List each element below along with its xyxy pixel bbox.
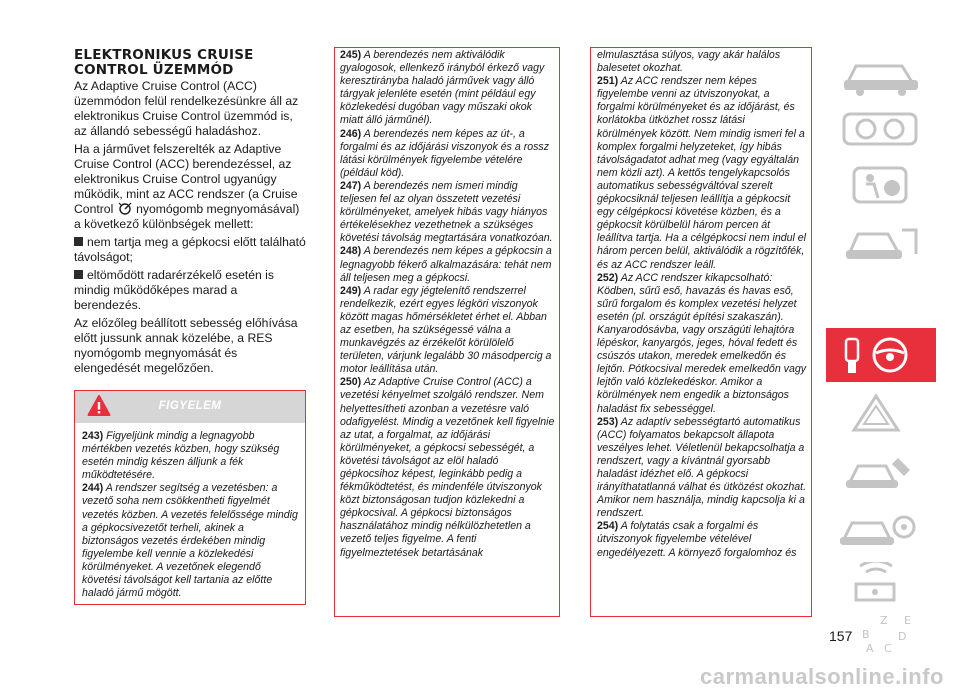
warning-light-icon xyxy=(836,392,926,436)
warning-item: 244) A rendszer segítség a vezetésben: a vezető soha nem csökkentheti figyelmét vezetés közben. A vezetés felelőssége mindig a gépkocsivezetőt terheli, akinek a biztonságos vezetés érdekében mindig figyelembe kell vennie a közlekedési körülményeket. A vezetőnek elegendő követési távolságot kell tartania az előtte haladó jármű mögött. xyxy=(82,482,298,600)
column-2 xyxy=(334,47,560,617)
warning-continuation-box xyxy=(590,47,812,617)
sidebar-item-multimedia[interactable] xyxy=(826,557,936,611)
bullet-icon xyxy=(74,237,83,246)
bullet-icon xyxy=(74,270,83,279)
sidebar-item-emergency[interactable] xyxy=(826,387,936,441)
sidebar-item-service[interactable] xyxy=(826,445,936,499)
warning-item: 246) A berendezés nem képes az út-, a forgalmi és az időjárási viszonyok és a rossz látási körülmények figyelembe vételére (például köd). xyxy=(340,127,550,179)
warning-item: 245) A berendezés nem aktiválódik gyalogosok, ellenkező irányból érkező vagy keresztirányba haladó járművek vagy álló tárgyak jelenléte esetén (mint például egy közlekedési dugóban vagy műszaki okok miatt álló járműnél). xyxy=(340,49,545,127)
index-letter: C xyxy=(884,642,892,655)
section-heading: ELEKTRONIKUS CRUISE CONTROL ÜZEMMÓD xyxy=(74,47,254,78)
car-door-icon xyxy=(836,220,926,264)
sidebar-item-specs[interactable] xyxy=(826,502,936,556)
sidebar-item-dashboard[interactable] xyxy=(826,103,936,157)
list-item: eltömődött radarérzékelő esetén is mindig működőképes marad a berendezés. xyxy=(74,268,274,312)
warning-item: 243) Figyeljünk mindig a legnagyobb mértékben vezetés közben, hogy szükség esetén mindig készen álljunk a fék működtetésére. xyxy=(82,430,280,482)
warning-item: 254) A folytatás csak a forgalmi és útviszonyok figyelembe vételével engedélyezett. A környező forgalomhoz és xyxy=(597,520,797,559)
warning-item: 252) Az ACC rendszer kikapcsolható: Ködben, sűrű eső, havazás és havas eső, sűrű forgalom és komplex vezetési helyzet esetén (pl. országút építési szakaszán). Kanyarodósávba, vagy országúti lehajtóra lépéskor, kanyargós, jeges, hóval fedett és csúszós utakon, meredek emelkedőn és lejtőn. Pótkocsival meredek emelkedőn vagy lejtőn való közlekedéskor. Amikor a körülmények nem engedik a biztonságos haladást fix sebességgel. xyxy=(597,271,807,415)
index-letter: E xyxy=(904,614,911,627)
car-safety-icon xyxy=(836,164,926,208)
warning-item: 247) A berendezés nem ismeri mindig teljesen fel az olyan összetett vezetési körülményeket, amelyek hibás vagy hiányos értékelésekhez vezethetnek a szükséges követési távolság megtartására vonatkozóan. xyxy=(340,179,553,245)
column-1 xyxy=(74,48,306,605)
cruise-control-icon xyxy=(117,202,133,215)
warning-item: 249) A radar egy jégtelenítő rendszerrel rendelkezik, ezért egyes légköri viszonyok között magas hőmérsékletet érhet el. Abban az esetben, ha szükségessé válna a munkavégzés az érzékelőt körülölelő területen, várjunk legalább 30 másodpercig a motor leállítása után. xyxy=(340,284,552,376)
intro-paragraph: Az Adaptive Cruise Control (ACC) üzemmódon felül rendelkezésünkre áll az elektronikus Cruise Control üzemmód is, az állandó sebességű haladáshoz. xyxy=(74,79,299,138)
sidebar-item-safety[interactable] xyxy=(826,159,936,213)
dashboard-icon xyxy=(836,108,926,152)
sidebar-item-car-overview[interactable] xyxy=(826,47,936,101)
resume-paragraph: Az előzőleg beállított sebesség előhívása előtt jussunk annak közelébe, a RES nyomógomb megnyomását és elengedését megelőzően. xyxy=(74,316,298,375)
acc-paragraph: Ha a járművet felszerelték az Adaptive Cruise Control (ACC) berendezéssel, az elektronikus Cruise Control ugyanúgy működik, mint az ACC rendszer (a Cruise Control nyomógomb megnyomásával) a következő különbségek mellett: xyxy=(74,142,300,231)
warning-box xyxy=(74,390,306,605)
index-letter: D xyxy=(898,630,907,643)
warning-item: 251) Az ACC rendszer nem képes figyelembe venni az útviszonyokat, a forgalmi körülményeket és az időjárást, és korlátokba ütközhet rossz látási körülmények között. Nem mindig ismeri fel a komplex forgalmi helyzeteket, így hibás távolságadatot adhat meg (vagy egyáltalán nem közli azt). A kettős tengelykapcsolós automatikus sebességváltóval szerelt gépkocsiknál teljesen leállítja a gépkocsit egy célgépkocsi követése közben, és a gépkocsit körülbelül három percen át leállítva tartja. Ha a célgépkocsi nem indul el három percen belül, aktiválódik a rögzítőfék, és az ACC rendszer leáll. xyxy=(597,75,807,271)
page-number: 157 xyxy=(829,628,853,644)
warning-body xyxy=(75,423,305,604)
index-letter: B xyxy=(862,628,870,641)
list-item: nem tartja meg a gépkocsi előtt található távolságot; xyxy=(74,235,306,264)
warning-item: 253) Az adaptív sebességtartó automatikus (ACC) folyamatos bekapcsolt állapota veszélyes lehet. Véletlenül bekapcsolhatja a rendszert, vagy a kívántnál gyorsabb haladást idézhet elő. A gépkocsi irányíthatatlanná válhat és ütközést okozhat. Amikor nem használja, mindig kapcsolja ki a rendszert. xyxy=(597,415,807,520)
index-letter: Z xyxy=(880,614,888,627)
sidebar-item-driving[interactable] xyxy=(826,328,936,382)
sidebar-item-starting[interactable] xyxy=(826,215,936,269)
warning-lead: elmulasztása súlyos, vagy akár halálos balesetet okozhat. xyxy=(597,49,781,75)
column-3 xyxy=(590,47,812,617)
car-service-icon xyxy=(836,450,926,494)
key-steering-wheel-icon xyxy=(836,333,926,377)
car-specs-icon xyxy=(836,507,926,551)
multimedia-icon xyxy=(836,562,926,606)
warning-item: 250) Az Adaptive Cruise Control (ACC) a vezetési kényelmet szolgáló rendszer. Nem helyettesítheti azonban a vezetésre való odafigyelést. Mindig a vezetőnek kell figyelnie az utat, a forgalmat, az időjárási körülményeket, a gépkocsi sebességét, a követési távolságot az elöl haladó gépkocsihoz képest, leginkább pedig a fékműködtetést, és mindenféle útviszonyok közt biztonságosan tudjon közlekedni a gépkocsival. A gépkocsi biztonságos használatához mindig nélkülözhetetlen a vezető teljes figyelme. A fenti figyelmeztetések betartásának xyxy=(340,376,555,559)
warning-header xyxy=(75,391,305,423)
warning-item: 248) A berendezés nem képes a gépkocsin a legnagyobb fékerő alkalmazására: tehát nem áll teljesen meg a gépkocsi. xyxy=(340,245,552,284)
warning-title: FIGYELEM xyxy=(158,400,222,412)
warning-continuation-box xyxy=(334,47,560,617)
index-letter: A xyxy=(866,642,874,655)
watermark: carmanualsonline.info xyxy=(700,664,944,689)
car-overview-icon xyxy=(836,52,926,96)
